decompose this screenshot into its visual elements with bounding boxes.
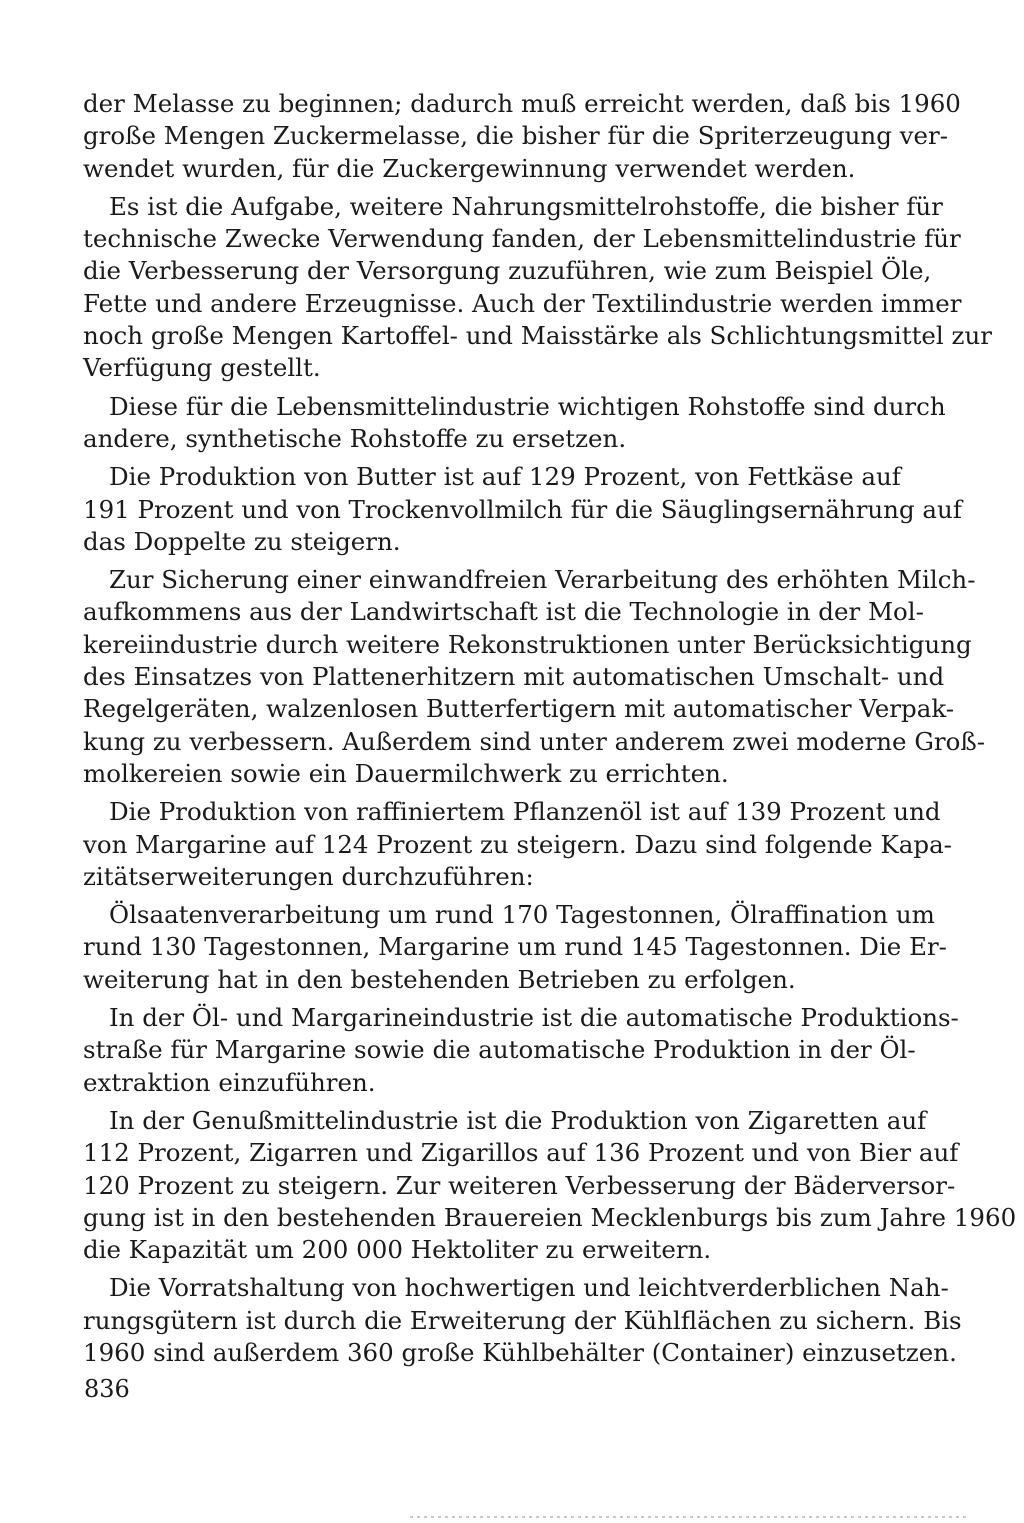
text-line: andere, synthetische Rohstoffe zu ersetzen. [83, 423, 627, 453]
text-line: molkereien sowie ein Dauermilchwerk zu errichten. [83, 758, 729, 788]
paragraph [83, 1105, 1017, 1266]
text-line: kereiindustrie durch weitere Rekonstruktionen unter Berücksichtigung [83, 629, 972, 659]
text-line: Die Produktion von raffiniertem Pflanzenöl ist auf 139 Prozent und [109, 797, 941, 827]
paragraph [83, 796, 952, 893]
text-line: rund 130 Tagestonnen, Margarine um rund 145 Tagestonnen. Die Er- [83, 932, 947, 962]
paragraph [83, 1272, 962, 1369]
text-line: das Doppelte zu steigern. [83, 526, 401, 556]
text-line: die Kapazität um 200 000 Hektoliter zu erweitern. [83, 1235, 712, 1265]
paragraph [83, 191, 992, 385]
text-line: Fette und andere Erzeugnisse. Auch der Textilindustrie werden immer [83, 288, 962, 318]
text-line: die Verbesserung der Versorgung zuzuführen, wie zum Beispiel Öle, [83, 256, 932, 286]
text-line: straße für Margarine sowie die automatische Produktion in der Öl- [83, 1035, 916, 1065]
text-line: In der Genußmittelindustrie ist die Produktion von Zigaretten auf [109, 1105, 927, 1135]
text-line: In der Öl- und Margarineindustrie ist die automatische Produktions- [109, 1003, 959, 1033]
text-line: der Melasse zu beginnen; dadurch muß erreicht werden, daß bis 1960 [83, 89, 961, 118]
paragraph [83, 564, 986, 790]
text-line: noch große Mengen Kartoffel- und Maisstärke als Schlichtungsmittel zur [83, 321, 992, 351]
page-number: 836 [84, 1375, 130, 1403]
text-line: von Margarine auf 124 Prozent zu steigern. Dazu sind folgende Kapa- [83, 829, 952, 859]
text-line: extraktion einzuführen. [83, 1067, 376, 1097]
paragraph [83, 1002, 959, 1099]
text-line: kung zu verbessern. Außerdem sind unter anderem zwei moderne Groß- [83, 726, 986, 756]
text-line: Zur Sicherung einer einwandfreien Verarbeitung des erhöhten Milch- [109, 565, 976, 595]
text-line: aufkommens aus der Landwirtschaft ist die Technologie in der Mol- [83, 597, 924, 627]
text-line: große Mengen Zuckermelasse, die bisher für die Spriterzeugung ver- [83, 121, 949, 151]
text-line: rungsgütern ist durch die Erweiterung der Kühlflächen zu sichern. Bis [83, 1305, 962, 1335]
text-line: Es ist die Aufgabe, weitere Nahrungsmittelrohstoffe, die bisher für [109, 191, 943, 221]
page-body [83, 88, 1017, 1375]
scan-edge-divider [410, 1516, 970, 1518]
text-line: zitätserweiterungen durchzuführen: [83, 861, 534, 891]
text-line: 120 Prozent zu steigern. Zur weiteren Verbesserung der Bäderversor- [83, 1170, 956, 1200]
text-line: Die Vorratshaltung von hochwertigen und leichtverderblichen Nah- [109, 1273, 949, 1303]
text-line: 112 Prozent, Zigarren und Zigarillos auf 136 Prozent und von Bier auf [83, 1138, 959, 1168]
paragraph [83, 899, 947, 996]
text-line: Regelgeräten, walzenlosen Butterfertigern mit automatischer Verpak- [83, 694, 955, 724]
text-line: weiterung hat in den bestehenden Betrieben zu erfolgen. [83, 964, 796, 994]
text-line: 1960 sind außerdem 360 große Kühlbehälter (Container) einzusetzen. [83, 1337, 957, 1367]
paragraph [83, 461, 962, 558]
text-line: Diese für die Lebensmittelindustrie wichtigen Rohstoffe sind durch [109, 391, 946, 421]
text-line: gung ist in den bestehenden Brauereien Mecklenburgs bis zum Jahre 1960 [83, 1202, 1017, 1232]
text-line: technische Zwecke Verwendung fanden, der Lebensmittelindustrie für [83, 224, 961, 254]
paragraph [83, 391, 946, 456]
text-line: des Einsatzes von Plattenerhitzern mit automatischen Umschalt- und [83, 662, 945, 692]
text-line: wendet wurden, für die Zuckergewinnung verwendet werden. [83, 153, 856, 183]
text-line: Verfügung gestellt. [83, 353, 321, 383]
paragraph [83, 88, 961, 185]
text-line: Ölsaatenverarbeitung um rund 170 Tagestonnen, Ölraffination um [109, 900, 935, 930]
text-line: 191 Prozent und von Trockenvollmilch für die Säuglingsernährung auf [83, 494, 962, 524]
text-line: Die Produktion von Butter ist auf 129 Prozent, von Fettkäse auf [109, 462, 901, 492]
